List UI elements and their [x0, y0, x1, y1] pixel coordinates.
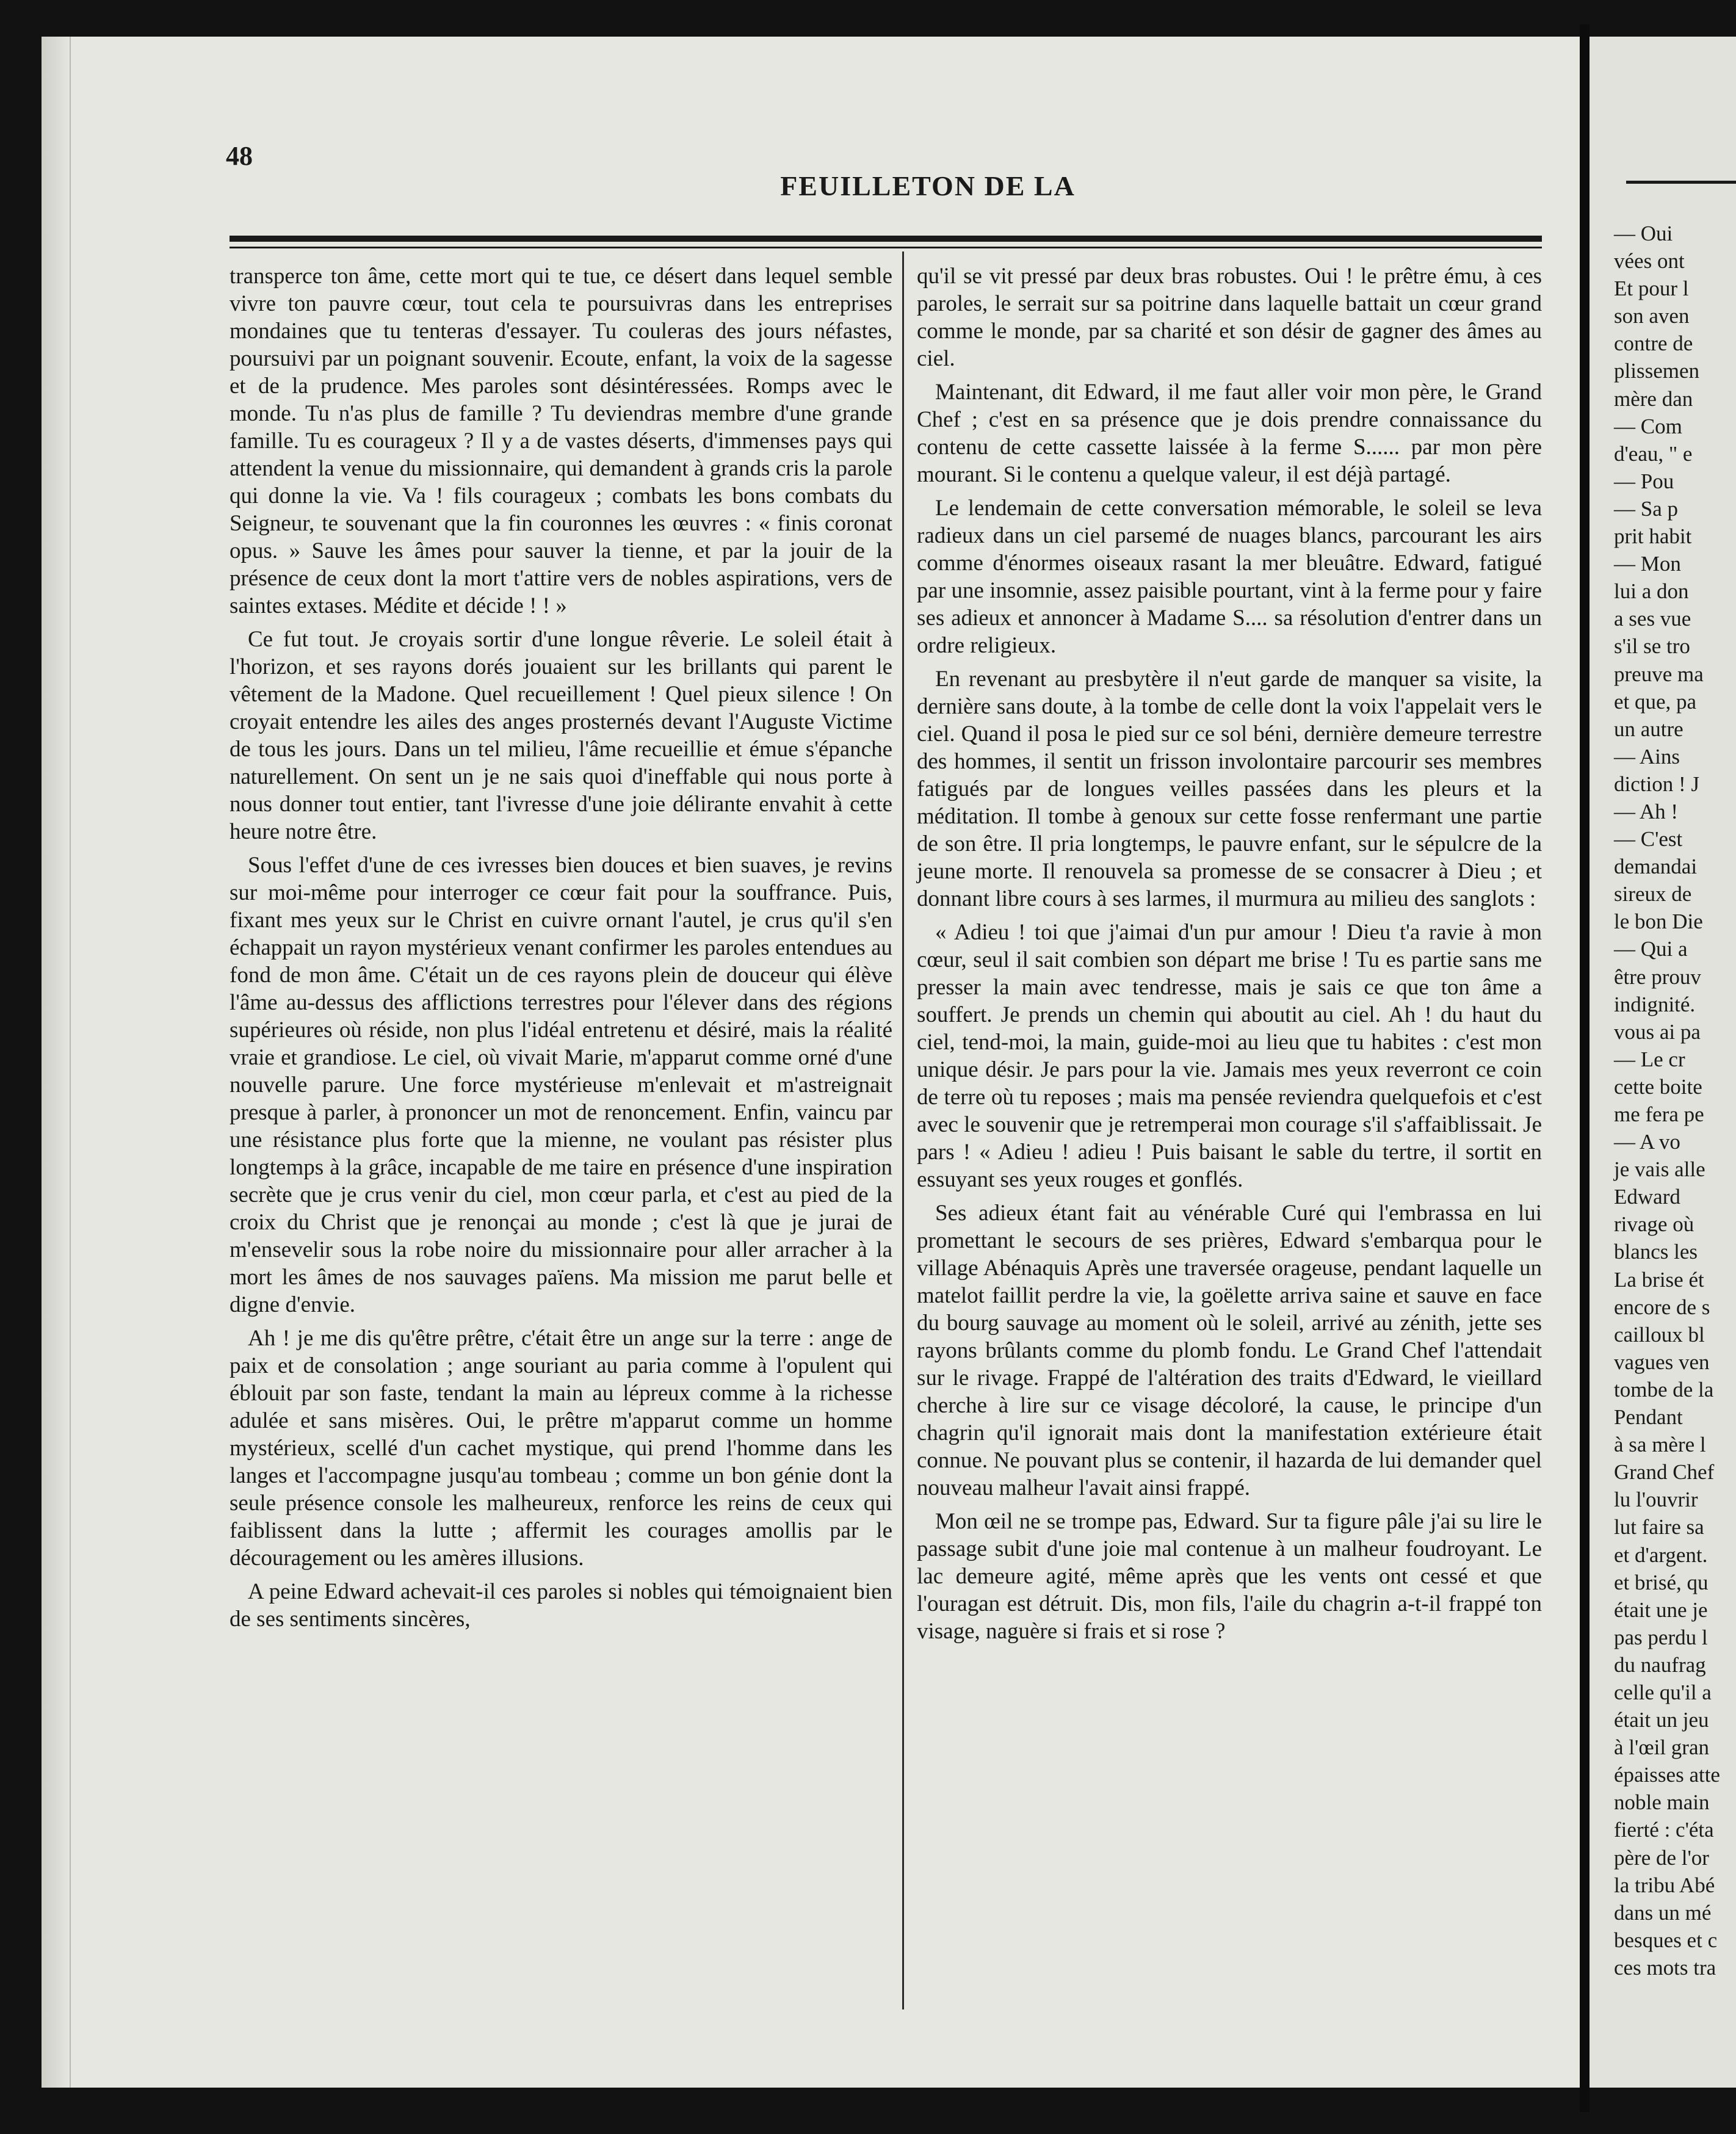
facing-page-line: cailloux bl	[1614, 1322, 1705, 1347]
facing-page-line: être prouv	[1614, 964, 1701, 989]
paragraph: Maintenant, dit Edward, il me faut aller voir mon père, le Grand Chef ; c'est en sa présence que je dois prendre connaissance du contenu de cette cassette laissée à la ferme S...... par mon père mourant. Si le contenu a quelque valeur, il est déjà partagé.	[917, 380, 1542, 487]
facing-page-line: — Ah !	[1614, 799, 1678, 823]
running-head: FEUILLETON DE LA	[780, 170, 1076, 201]
facing-page-line: vées ont	[1614, 249, 1685, 273]
facing-page-line: père de l'or	[1614, 1845, 1709, 1870]
facing-page-line: encore de s	[1614, 1295, 1710, 1319]
facing-page-line: celle qu'il a	[1614, 1680, 1712, 1704]
header-rule-thin	[230, 247, 1542, 248]
facing-page-line: et brisé, qu	[1614, 1570, 1709, 1594]
right-column	[917, 262, 1542, 1651]
facing-page-line: prit habit	[1614, 524, 1692, 549]
paragraph: « Adieu ! toi que j'aimai d'un pur amour ! Dieu t'a ravie à mon cœur, seul il sait combien son départ me brise ! Tu es partie sans me presser la main avec tendresse, mais je sais ce que ton âme a souffert. Je prends un chemin qui aboutit au ciel. Ah ! du haut du ciel, tend-moi, la main, guide-moi au lieu que tu habites : c'est mon unique désir. Je pars pour la vie. Jamais mes yeux reverront ce coin de terre où tu reposes ; mais ma pensée reviendra quelquefois et c'est avec le souvenir que je retremperai mon courage s'il s'affaiblissait. Je pars ! « Adieu ! adieu ! Puis baisant le sable du tertre, il sortit en essuyant ses yeux rouges et gonflés.	[917, 920, 1542, 1192]
facing-page-line: vagues ven	[1614, 1350, 1710, 1374]
facing-page-line: un autre	[1614, 717, 1684, 741]
facing-page-line: La brise ét	[1614, 1267, 1704, 1292]
facing-page-line: je vais alle	[1614, 1157, 1705, 1182]
facing-page-line: lui a don	[1614, 579, 1689, 604]
paragraph: Ce fut tout. Je croyais sortir d'une longue rêverie. Le soleil était à l'horizon, et ses rayons dorés jouaient sur les brillants qui parent le vêtement de la Madone. Quel recueillement ! Quel pieux silence ! On croyait entendre les ailes des anges prosternés devant l'Auguste Victime de tous les jours. Dans un tel milieu, l'âme recueillie et émue s'épanche naturellement. On sent un je ne sais quoi d'ineffable qui nous porte à nous donner tout entier, tant l'ivresse d'une joie délirante envahit à cette heure notre être.	[230, 627, 892, 844]
facing-page-line: me fera pe	[1614, 1102, 1704, 1126]
facing-page-line: besques et c	[1614, 1928, 1718, 1952]
facing-page-line: noble main	[1614, 1790, 1710, 1815]
page-edge-stack	[42, 37, 71, 2088]
paragraph: qu'il se vit pressé par deux bras robustes. Oui ! le prêtre ému, à ces paroles, le serrait sur sa poitrine dans laquelle battait un cœur grand comme le monde, par sa charité et son désir de gagner des âmes au ciel.	[917, 264, 1542, 371]
facing-page-line: à sa mère l	[1614, 1433, 1706, 1457]
facing-page-line: indignité.	[1614, 992, 1696, 1016]
facing-page-line: son aven	[1614, 304, 1690, 328]
paragraph: A peine Edward achevait-il ces paroles si nobles qui témoignaient bien de ses sentiments sincères,	[230, 1579, 892, 1632]
facing-page-line: ces mots tra	[1614, 1955, 1716, 1980]
paragraph: Mon œil ne se trompe pas, Edward. Sur ta figure pâle j'ai su lire le passage subit d'une joie mal contenue à un malheur foudroyant. Le lac demeure agité, même après que les vents ont cessé et que l'ouragan est détruit. Dis, mon fils, l'aile du chagrin a-t-il frappé ton visage, naguère si frais et si rose ?	[917, 1509, 1542, 1644]
column-divider	[902, 251, 904, 2009]
facing-page-line: preuve ma	[1614, 662, 1704, 686]
facing-page-line: et que, pa	[1614, 689, 1697, 714]
facing-page-line: — Pou	[1614, 469, 1674, 493]
facing-page-line: cette boite	[1614, 1074, 1702, 1099]
facing-page-line: fierté : c'éta	[1614, 1818, 1714, 1842]
facing-page-line: Edward	[1614, 1185, 1680, 1209]
facing-page-line: — Le cr	[1614, 1047, 1685, 1071]
facing-page-line: Et pour l	[1614, 277, 1689, 301]
facing-page-line: épaisses atte	[1614, 1763, 1720, 1787]
facing-page-line: vous ai pa	[1614, 1019, 1701, 1044]
paragraph: Ses adieux étant fait au vénérable Curé qui l'embrassa en lui promettant le secours de ses prières, Edward s'embarqua pour le village Abénaquis Après une traversée orageuse, pendant laquelle un matelot faillit perdre la vie, la goëlette arriva saine et sauve en face du bourg sauvage au moment où le soleil, arrivé au zénith, jette ses rayons brûlants comme du plomb fondu. Le Grand Chef l'attendait sur le rivage. Frappé de l'altération des traits d'Edward, le vieillard cherche à lire sur ce visage décoloré, la cause, le principe d'un chagrin qu'il ignorait mais dont la manifestation extérieure était connue. Ne pouvant plus se contenir, il hazarda de lui demander quel nouveau malheur l'avait ainsi frappé.	[917, 1201, 1542, 1500]
facing-page-line: a ses vue	[1614, 607, 1691, 631]
facing-page-line: Pendant	[1614, 1405, 1683, 1430]
facing-page-line: mère dan	[1614, 386, 1693, 411]
facing-page-line: du naufrag	[1614, 1652, 1706, 1677]
paragraph: Sous l'effet d'une de ces ivresses bien douces et bien suaves, je revins sur moi-même pour interroger ce cœur fait pour la souffrance. Puis, fixant mes yeux sur le Christ en cuivre ornant l'autel, je crus qu'il s'en échappait un rayon mystérieux venant confirmer les paroles entendues au fond de mon âme. C'était un de ces rayons plein de douceur qui élève l'âme au-dessus des afflictions terrestres pour l'élever dans des régions supérieures où réside, non plus l'idéal entretenu et désiré, mais la réalité vraie et grandiose. Le ciel, où vivait Marie, m'apparut comme orné d'une nouvelle parure. Une force mystérieuse m'enlevait et m'astreignait presque à parler, à prononcer un mot de renoncement. Enfin, vaincu par une résistance plus forte que la mienne, ne voulant pas résister plus longtemps à la grâce, incapable de me taire en présence d'une inspiration secrète que je crus venir du ciel, mon cœur parla, et c'est au pied de la croix du Christ que je renonçai au monde ; c'est là que je jurai de m'ensevelir sous la robe noire du missionnaire pour aller arracher à la mort les âmes de nos sauvages païens. Ma mission me parut belle et digne d'envie.	[230, 853, 892, 1317]
facing-page-line: demandai	[1614, 855, 1698, 879]
facing-page-line: — C'est	[1614, 827, 1683, 852]
facing-page-line: d'eau, " e	[1614, 441, 1693, 466]
facing-page	[1590, 37, 1736, 2088]
facing-page-line: — Mon	[1614, 552, 1681, 576]
facing-page-line: lut faire sa	[1614, 1515, 1704, 1539]
facing-page-rule	[1626, 181, 1736, 184]
facing-page-line: pas perdu l	[1614, 1625, 1708, 1649]
facing-page-line: — Oui	[1614, 222, 1673, 245]
facing-page-line: Grand Chef	[1614, 1460, 1715, 1485]
facing-page-line: s'il se tro	[1614, 634, 1690, 659]
facing-page-line: diction ! J	[1614, 772, 1699, 796]
facing-page-text	[1614, 220, 1736, 1981]
facing-page-line: le bon Die	[1614, 910, 1703, 934]
header-rule-thick	[230, 236, 1542, 242]
left-column	[230, 262, 892, 1639]
facing-page-line: sireux de	[1614, 882, 1692, 906]
facing-page-line: contre de	[1614, 331, 1693, 356]
paragraph: Ah ! je me dis qu'être prêtre, c'était être un ange sur la terre : ange de paix et de consolation ; ange souriant au paria comme à l'opulent qui éblouit par son faste, tendant la main au lépreux comme à la richesse adulée et sans misères. Oui, le prêtre m'apparut comme un homme mystérieux, scellé d'un cachet mystique, qui prend l'homme dans les langes et l'accompagne jusqu'au tombeau ; comme un bon génie dont la seule présence console les malheureux, renforce les reins de ceux qui faiblissent dans la lutte ; affermit les courages amollis par le découragement ou les amères illusions.	[230, 1326, 892, 1571]
facing-page-line: — Ains	[1614, 744, 1680, 769]
page-number: 48	[226, 141, 253, 171]
facing-page-line: — Sa p	[1614, 496, 1678, 521]
facing-page-line: lu l'ouvrir	[1614, 1488, 1698, 1512]
facing-page-line: plissemen	[1614, 359, 1699, 383]
facing-page-line: était un jeu	[1614, 1708, 1709, 1732]
facing-page-line: était une je	[1614, 1597, 1708, 1622]
facing-page-line: tombe de la	[1614, 1377, 1714, 1402]
paragraph: transperce ton âme, cette mort qui te tue, ce désert dans lequel semble vivre ton pauvre cœur, tout cela te poursuivras dans les entreprises mondaines que tu tenteras d'essayer. Tu couleras des jours néfastes, poursuivi par un poignant souvenir. Ecoute, enfant, la voix de la sagesse et de la prudence. Mes paroles sont désintéressées. Romps avec le monde. Tu n'as plus de famille ? Tu deviendras membre d'une grande famille. Tu es courageux ? Il y a de vastes déserts, d'immenses pays qui attendent la venue du missionnaire, qui demandent à grands cris la parole qui donne la vie. Va ! fils courageux ; combats les bons combats du Seigneur, te souvenant que la fin couronnes les œuvres : « finis coronat opus. » Sauve les âmes pour sauver la tienne, et par la jouir de la présence de ceux dont la mort t'attire vers de nobles aspirations, vers de saintes extases. Médite et décide ! ! »	[230, 264, 892, 618]
facing-page-line: — Qui a	[1614, 937, 1688, 961]
facing-page-line: à l'œil gran	[1614, 1735, 1709, 1760]
facing-page-line: — A vo	[1614, 1130, 1680, 1154]
facing-page-line: blancs les	[1614, 1240, 1698, 1264]
paragraph: Le lendemain de cette conversation mémorable, le soleil se leva radieux dans un ciel parsemé de nuages blancs, parcourant les airs comme d'énormes oiseaux rasant la mer bleuâtre. Edward, fatigué par une insomnie, assez paisible pourtant, vint à la ferme pour y faire ses adieux et annoncer à Madame S.... sa résolution d'entrer dans un ordre religieux.	[917, 496, 1542, 658]
paragraph: En revenant au presbytère il n'eut garde de manquer sa visite, la dernière sans doute, à la tombe de celle dont la voix l'appelait vers le ciel. Quand il posa le pied sur ce sol béni, dernière demeure terrestre des hommes, il sentit un frisson involontaire parcourir ses membres fatigués par de longues veilles passées dans les pleurs et la méditation. Il tombe à genoux sur cette fosse renfermant une partie de son être. Il pria longtemps, le pauvre enfant, sur le sépulcre de la jeune morte. Il renouvela sa promesse de se consacrer à Dieu ; et donnant libre cours à ses larmes, il murmura au milieu des sanglots :	[917, 667, 1542, 911]
facing-page-line: — Com	[1614, 414, 1682, 438]
facing-page-line: dans un mé	[1614, 1900, 1712, 1925]
book-gutter	[1580, 24, 1590, 2112]
facing-page-line: et d'argent.	[1614, 1543, 1708, 1567]
facing-page-line: rivage où	[1614, 1212, 1694, 1237]
facing-page-line: la tribu Abé	[1614, 1873, 1715, 1897]
